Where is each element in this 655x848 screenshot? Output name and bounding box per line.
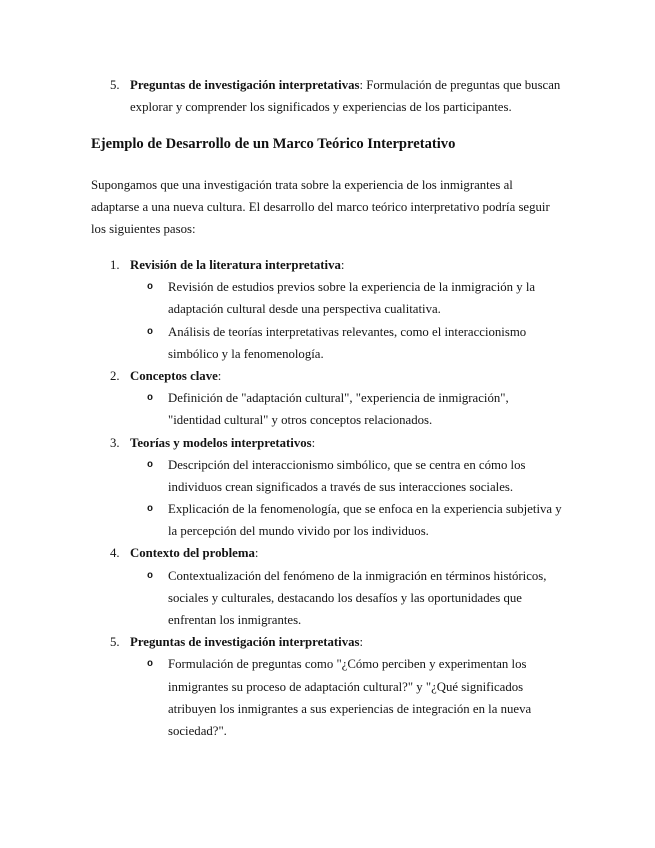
bullet-line: sociales y culturales, destacando los desafíos y las oportunidades que bbox=[168, 590, 522, 605]
bullet-item bbox=[0, 653, 655, 742]
step-number: 4. bbox=[110, 546, 120, 561]
bullet-line: simbólico y la fenomenología. bbox=[168, 346, 324, 361]
list-item-text: : Formulación de preguntas que buscan bbox=[359, 78, 561, 92]
bullet-line: "identidad cultural" y otros conceptos relacionados. bbox=[168, 413, 433, 428]
list-item-line bbox=[0, 74, 655, 96]
bullet-line: enfrentan los inmigrantes. bbox=[168, 613, 302, 627]
bullet-line bbox=[0, 498, 655, 520]
step-label: Conceptos clave bbox=[130, 368, 218, 383]
bullet-text: Contextualización del fenómeno de la inmigración en términos históricos, bbox=[168, 568, 547, 583]
step-label-suffix: : bbox=[254, 546, 259, 561]
bullet-marker: o bbox=[147, 282, 154, 294]
bullet-line bbox=[0, 387, 655, 409]
section-heading-block bbox=[0, 133, 655, 155]
intro-paragraph bbox=[0, 174, 655, 241]
step-label-suffix: : bbox=[359, 635, 364, 650]
step-label: Teorías y modelos interpretativos bbox=[130, 435, 312, 450]
bullet-line: sociedad?". bbox=[168, 723, 227, 738]
step-number: 5. bbox=[110, 635, 120, 650]
bullet-text: Análisis de teorías interpretativas relevantes, como el interaccionismo bbox=[168, 324, 527, 339]
bullet-marker: o bbox=[147, 459, 154, 471]
bullet-text: Definición de "adaptación cultural", "experiencia de inmigración", bbox=[168, 391, 509, 406]
paragraph-line: adaptarse a una nueva cultura. El desarrollo del marco teórico interpretativo podría seguir bbox=[91, 200, 550, 215]
step-label-suffix: : bbox=[340, 258, 345, 272]
bullet-line bbox=[0, 276, 655, 298]
step-heading bbox=[0, 432, 655, 454]
step-heading bbox=[0, 254, 655, 276]
bullet-item bbox=[0, 276, 655, 320]
paragraph-line: los siguientes pasos: bbox=[91, 222, 196, 237]
bullet-item bbox=[0, 387, 655, 431]
step-item bbox=[0, 631, 655, 742]
bullet-item bbox=[0, 454, 655, 498]
bullet-line bbox=[0, 321, 655, 343]
continued-list-item bbox=[0, 74, 655, 118]
bullet-text: Descripción del interaccionismo simbólico, que se centra en cómo los bbox=[168, 457, 526, 472]
section-heading: Ejemplo de Desarrollo de un Marco Teórico Interpretativo bbox=[91, 136, 456, 152]
list-item-number: 5. bbox=[110, 78, 120, 92]
step-item bbox=[0, 365, 655, 432]
bullet-marker: o bbox=[147, 393, 154, 405]
bullet-text: Revisión de estudios previos sobre la experiencia de la inmigración y la bbox=[168, 280, 536, 295]
steps-list bbox=[0, 254, 655, 742]
bullet-line bbox=[0, 454, 655, 476]
step-item bbox=[0, 542, 655, 631]
bullet-line: individuos crean significados a través de sus interacciones sociales. bbox=[168, 479, 514, 494]
bullet-text: Explicación de la fenomenología, que se enfoca en la experiencia subjetiva y bbox=[168, 502, 562, 517]
bullet-marker: o bbox=[147, 504, 154, 516]
step-number: 1. bbox=[110, 258, 120, 272]
step-heading bbox=[0, 365, 655, 387]
bullet-marker: o bbox=[147, 326, 154, 338]
step-label: Preguntas de investigación interpretativas bbox=[130, 635, 360, 650]
step-label: Revisión de la literatura interpretativa bbox=[130, 258, 341, 272]
step-label-suffix: : bbox=[217, 368, 222, 383]
bullet-line: adaptación cultural desde una perspectiva cualitativa. bbox=[168, 302, 441, 317]
bullet-line bbox=[0, 565, 655, 587]
list-item-label: Preguntas de investigación interpretativas bbox=[130, 78, 360, 92]
bullet-line bbox=[0, 653, 655, 675]
step-heading bbox=[0, 631, 655, 653]
bullet-item bbox=[0, 565, 655, 632]
step-number: 2. bbox=[110, 368, 120, 383]
paragraph-line: Supongamos que una investigación trata sobre la experiencia de los inmigrantes al bbox=[91, 178, 513, 192]
bullet-item bbox=[0, 321, 655, 365]
bullet-text: Formulación de preguntas como "¿Cómo perciben y experimentan los bbox=[168, 657, 527, 672]
bullet-item bbox=[0, 498, 655, 542]
step-label-suffix: : bbox=[311, 435, 316, 450]
bullet-marker: o bbox=[147, 659, 154, 671]
step-item bbox=[0, 254, 655, 365]
step-item bbox=[0, 432, 655, 543]
bullet-line: atribuyen los inmigrantes a sus experiencias de integración en la nueva bbox=[168, 701, 532, 716]
step-number: 3. bbox=[110, 435, 120, 450]
step-label: Contexto del problema bbox=[130, 546, 255, 561]
bullet-line: inmigrantes su proceso de adaptación cultural?" y "¿Qué significados bbox=[168, 679, 524, 694]
bullet-line: la percepción del mundo vivido por los individuos. bbox=[168, 524, 429, 539]
step-heading bbox=[0, 542, 655, 564]
bullet-marker: o bbox=[147, 570, 154, 582]
list-item-line: explorar y comprender los significados y experiencias de los participantes. bbox=[130, 100, 512, 115]
